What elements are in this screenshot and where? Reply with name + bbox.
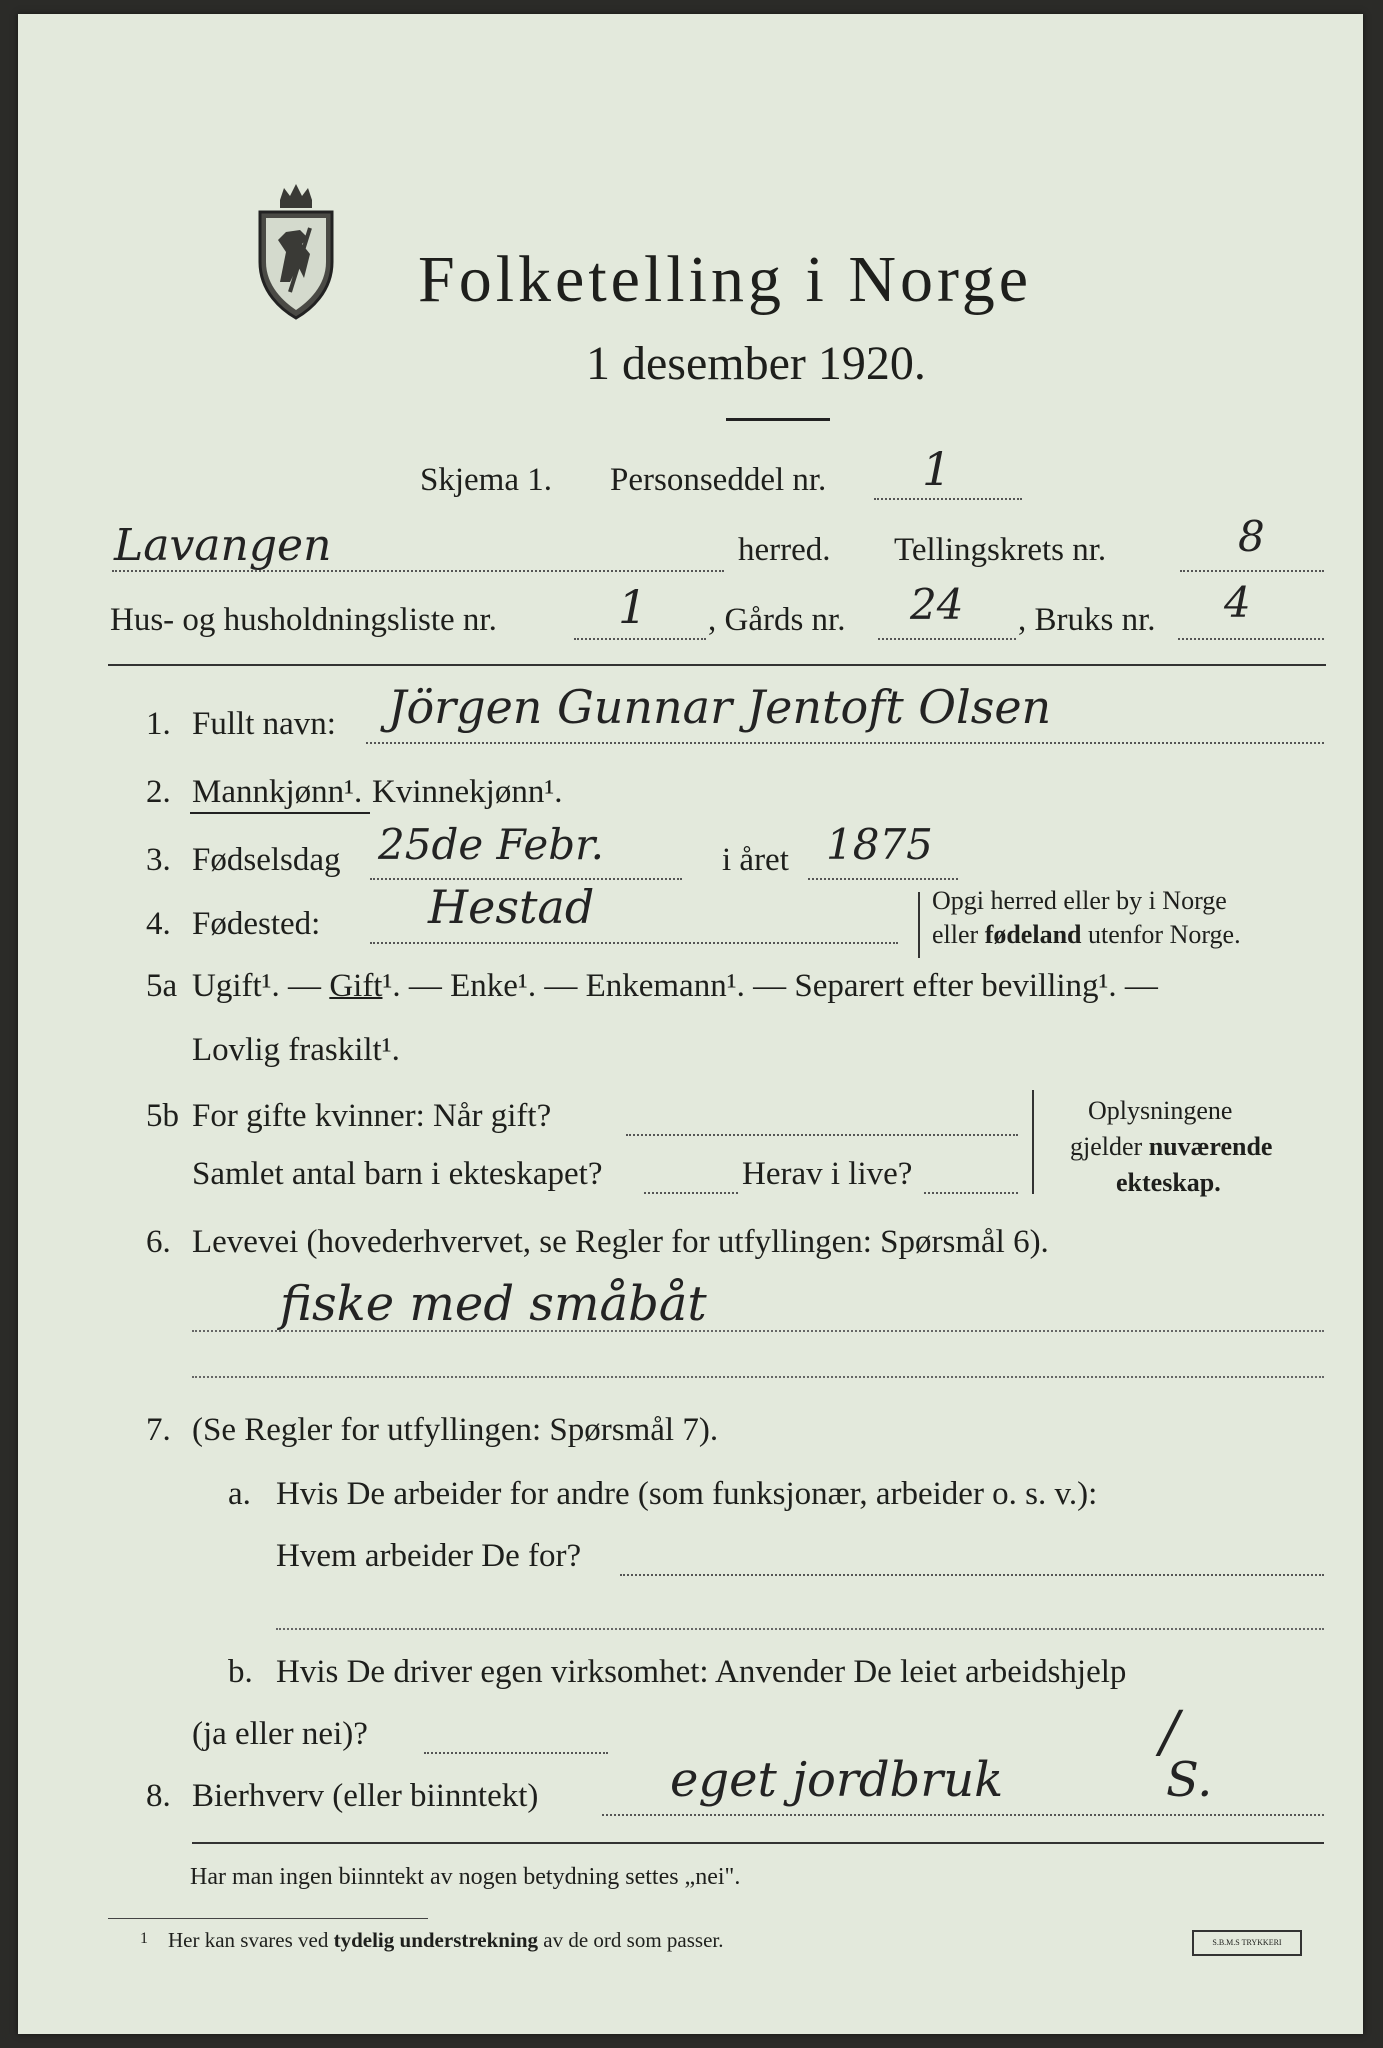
- q3-year-value: 1875: [826, 820, 933, 869]
- q5a-line2: Lovlig fraskilt¹.: [192, 1032, 400, 1068]
- q5b-line1: For gifte kvinner: Når gift?: [192, 1098, 552, 1134]
- q5b-line2b: Herav i live?: [742, 1156, 913, 1192]
- q4-line: [370, 942, 898, 944]
- q5b-number: 5b: [146, 1098, 179, 1134]
- q6-line1: [192, 1330, 1324, 1332]
- bruks-value: 4: [1224, 578, 1251, 627]
- q2-number: 2.: [146, 774, 171, 810]
- q5b-note-brace: [1032, 1090, 1037, 1194]
- q5a-number: 5a: [146, 968, 178, 1004]
- tellingskrets-value: 8: [1238, 512, 1265, 561]
- bruks-line: [1178, 638, 1324, 640]
- q8-number: 8.: [146, 1778, 171, 1814]
- q3-year-label: i året: [722, 842, 789, 878]
- hus-label: Hus- og husholdningsliste nr.: [110, 602, 497, 638]
- q7b-text: Hvis De driver egen virksomhet: Anvender De leiet arbeidshjelp: [276, 1654, 1127, 1690]
- tellingskrets-line: [1180, 570, 1324, 572]
- title-divider: [726, 418, 830, 421]
- header-rule: [108, 664, 1326, 666]
- q2-male-underline: [190, 812, 370, 814]
- footnote-mark: 1: [140, 1930, 148, 1947]
- q7b-line: [424, 1752, 608, 1754]
- q7a-question: Hvem arbeider De for?: [276, 1538, 582, 1574]
- q5b-note2: gjelder nuværende: [1070, 1132, 1273, 1161]
- q4-note-brace: [918, 892, 923, 958]
- q7a-line2: [276, 1628, 1324, 1630]
- q5b-line2a: Samlet antal barn i ekteskapet?: [192, 1156, 603, 1192]
- q3-number: 3.: [146, 842, 171, 878]
- q1-label: Fullt navn:: [192, 706, 336, 742]
- herred-label: herred.: [738, 532, 831, 568]
- q3-day-value: 25de Febr.: [378, 820, 604, 869]
- q5b-alive-line: [924, 1192, 1018, 1194]
- q7a-letter: a.: [228, 1476, 251, 1512]
- q6-line2: [192, 1376, 1324, 1378]
- footnote-text: Her kan svares ved tydelig understrekning av de ord som passer.: [168, 1928, 724, 1952]
- schema-label: Skjema 1.: [420, 462, 552, 498]
- q5b-children-line: [644, 1192, 738, 1194]
- q5b-note1: Oplysningene: [1088, 1096, 1233, 1125]
- q4-label: Fødested:: [192, 906, 321, 942]
- q8-value: eget jordbruk: [670, 1752, 1004, 1808]
- footnote-rule: [108, 1918, 428, 1919]
- q3-label: Fødselsdag: [192, 842, 341, 878]
- q6-value: fiske med småbåt: [280, 1276, 707, 1332]
- gards-label: , Gårds nr.: [708, 602, 846, 638]
- q4-note-line2: eller fødeland utenfor Norge.: [932, 920, 1241, 949]
- q2-male: Mannkjønn¹.: [192, 774, 363, 810]
- handwritten-initial: S.: [1166, 1752, 1213, 1808]
- q7-label: (Se Regler for utfyllingen: Spørsmål 7).: [192, 1412, 719, 1448]
- q5a-options: Ugift¹. — Gift¹. — Enke¹. — Enkemann¹. — Separert efter bevilling¹. —: [192, 968, 1158, 1004]
- personseddel-value: 1: [922, 442, 952, 496]
- census-form-page: [18, 14, 1363, 2034]
- q3-year-line: [808, 878, 958, 880]
- bruks-label: , Bruks nr.: [1018, 602, 1156, 638]
- personseddel-label: Personseddel nr.: [610, 462, 827, 498]
- note-no-income: Har man ingen biinntekt av nogen betydning settes „nei".: [190, 1864, 741, 1890]
- herred-line: [112, 570, 724, 572]
- norwegian-coat-of-arms-icon: [250, 182, 342, 320]
- q4-note-line1: Opgi herred eller by i Norge: [932, 886, 1227, 915]
- bottom-rule: [192, 1842, 1324, 1844]
- q7a-line1: [620, 1574, 1324, 1576]
- q6-number: 6.: [146, 1224, 171, 1260]
- handwritten-slash: /: [1160, 1700, 1179, 1765]
- printer-stamp: S.B.M.S TRYKKERI: [1192, 1930, 1302, 1956]
- q1-value: Jörgen Gunnar Jentoft Olsen: [388, 680, 1052, 734]
- q2-female: Kvinnekjønn¹.: [372, 774, 563, 810]
- q7-number: 7.: [146, 1412, 171, 1448]
- q7a-text: Hvis De arbeider for andre (som funksjonær, arbeider o. s. v.):: [276, 1476, 1098, 1512]
- hus-line: [574, 638, 706, 640]
- q8-label: Bierhverv (eller biinntekt): [192, 1778, 539, 1814]
- q5a-gift-underlined: Gift: [329, 968, 383, 1004]
- q6-label: Levevei (hovederhvervet, se Regler for utfyllingen: Spørsmål 6).: [192, 1224, 1049, 1260]
- q5b-note3: ekteskap.: [1116, 1168, 1221, 1197]
- q4-value: Hestad: [428, 880, 595, 934]
- form-title: Folketelling i Norge: [418, 243, 1033, 316]
- hus-value: 1: [618, 580, 648, 634]
- q4-number: 4.: [146, 906, 171, 942]
- q8-line: [602, 1814, 1324, 1816]
- gards-value: 24: [910, 580, 964, 629]
- herred-value: Lavangen: [114, 520, 332, 571]
- gards-line: [878, 638, 1016, 640]
- q1-number: 1.: [146, 706, 171, 742]
- q7b-question: (ja eller nei)?: [192, 1716, 368, 1752]
- census-date: 1 desember 1920.: [586, 337, 926, 390]
- personseddel-line: [874, 498, 1022, 500]
- q5b-when-line: [626, 1134, 1018, 1136]
- q1-line: [366, 742, 1324, 744]
- tellingskrets-label: Tellingskrets nr.: [894, 532, 1107, 568]
- q7b-letter: b.: [228, 1654, 253, 1690]
